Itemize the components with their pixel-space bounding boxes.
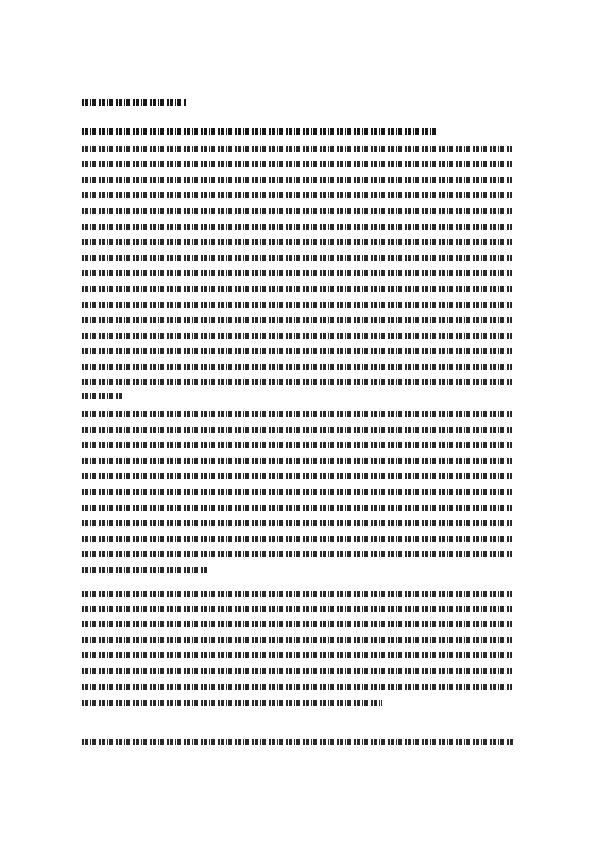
text-line [82,393,122,399]
text-line [82,333,512,339]
heading-line [82,99,187,106]
paragraph-line [82,128,437,135]
text-line [82,606,512,612]
text-line [82,489,512,495]
text-line [82,520,512,526]
text-line [82,458,512,464]
text-line [82,739,514,745]
text-line [82,239,512,245]
text-line [82,317,512,323]
text-line [82,379,512,385]
text-line [82,270,512,276]
text-line [82,146,512,152]
text-line [82,286,512,292]
text-line [82,473,512,479]
text-line [82,567,207,573]
text-line [82,364,512,370]
text-line [82,192,512,198]
text-line [82,637,512,643]
text-line [82,621,512,627]
text-line [82,208,512,214]
text-line [82,427,512,433]
text-line [82,505,512,511]
text-line [82,591,512,597]
text-line [82,348,512,354]
text-line [82,442,512,448]
text-line [82,161,512,167]
text-line [82,551,512,557]
text-line [82,255,512,261]
text-line [82,177,512,183]
text-line [82,411,512,417]
text-line [82,302,512,308]
text-line [82,224,512,230]
text-line [82,652,512,658]
text-line [82,700,382,706]
text-line [82,668,512,674]
text-line [82,684,512,690]
text-line [82,536,512,542]
